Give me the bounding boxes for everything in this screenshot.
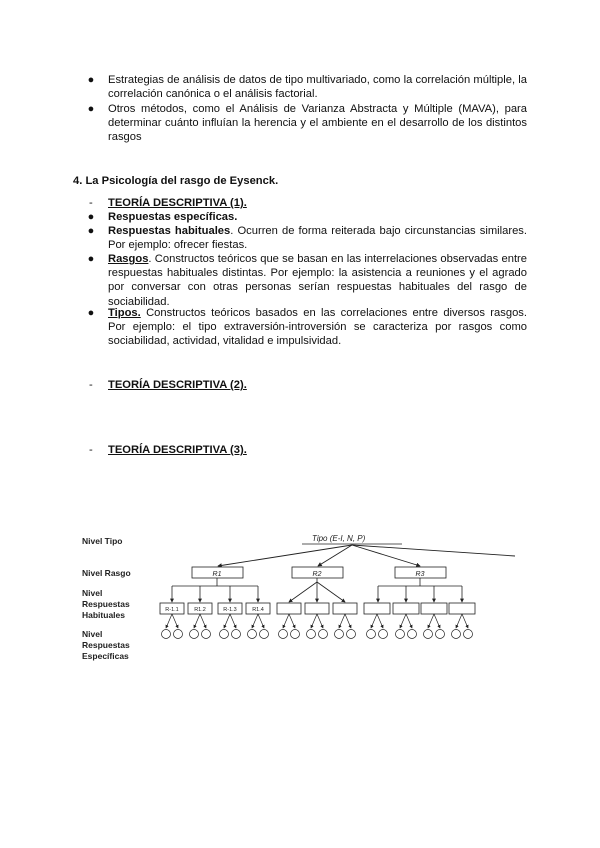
specific-response-arrow [224,614,230,628]
specific-response-arrow [400,614,406,628]
rasgo-label-1: R1 [212,571,222,578]
teoria-2-title: TEORÍA DESCRIPTIVA (2). [108,379,247,391]
specific-response-node [174,630,183,639]
specific-response-arrow [194,614,200,628]
dash-marker: - [89,197,93,209]
specific-response-arrow [172,614,178,628]
specific-response-arrow [252,614,258,628]
specific-response-arrow [434,614,440,628]
specific-response-node [436,630,445,639]
specific-response-node [202,630,211,639]
specific-response-node [408,630,417,639]
teoria-3-title: TEORÍA DESCRIPTIVA (3). [108,444,247,456]
term: Respuestas habituales [108,225,231,237]
specific-response-arrow [339,614,345,628]
habitual-label-2: R1.2 [194,607,206,613]
specific-response-node [379,630,388,639]
term: Tipos. [108,307,141,319]
specific-response-node [190,630,199,639]
term: Respuestas específicas. [108,211,238,223]
specific-response-node [279,630,288,639]
bullet-marker: ● [87,253,95,265]
rasgo-label-2: R2 [312,571,322,578]
bullet-marker: ● [87,103,95,115]
teoria-1-title: TEORÍA DESCRIPTIVA (1). [108,197,247,209]
specific-response-node [367,630,376,639]
level-label-especificas-2: Respuestas [82,640,130,650]
specific-response-arrow [166,614,172,628]
definition: . Ocurren de forma reiterada bajo circunstancias similares. Por ejemplo: ofrecer fiestas. [108,225,527,252]
bullet-item-mava: Otros métodos, como el Análisis de Varianza Abstracta y Múltiple (MAVA), para determinar cuánto influían la herencia y el ambiente en el desarrollo de los distintos rasgos [108,103,527,144]
level-label-habituales-1: Nivel [82,588,103,598]
specific-response-arrow [200,614,206,628]
level-label-rasgo: Nivel Rasgo [82,568,131,578]
specific-response-node [220,630,229,639]
specific-response-arrow [317,614,323,628]
specific-response-node [464,630,473,639]
level-label-habituales-2: Respuestas [82,599,130,609]
dash-marker: - [89,379,93,391]
specific-response-arrow [406,614,412,628]
specific-response-node [347,630,356,639]
specific-response-arrow [230,614,236,628]
specific-response-node [335,630,344,639]
level-label-especificas-1: Nivel [82,629,103,639]
rasgo-label-3: R3 [415,571,425,578]
habitual-label-1: R-1.1 [165,607,179,613]
specific-response-arrow [371,614,377,628]
section-heading: 4. La Psicología del rasgo de Eysenck. [73,175,279,187]
level-label-habituales-3: Habituales [82,610,125,620]
specific-response-node [260,630,269,639]
specific-response-node [396,630,405,639]
specific-response-node [162,630,171,639]
habitual-label-3: R-1.3 [223,607,237,613]
specific-response-arrow [377,614,383,628]
specific-response-node [248,630,257,639]
specific-response-node [319,630,328,639]
habitual-label-4: R1.4 [252,607,264,613]
dash-marker: - [89,444,93,456]
specific-response-node [452,630,461,639]
bullet-marker: ● [87,74,95,86]
bullet-marker: ● [87,307,95,319]
specific-response-node [232,630,241,639]
specific-response-arrow [456,614,462,628]
level-label-tipo: Nivel Tipo [82,536,123,546]
specific-response-arrow [258,614,264,628]
specific-response-arrow [462,614,468,628]
specific-response-arrow [311,614,317,628]
top-node-tipo: Tipo (E-I, N, P) [312,534,366,543]
definition: . Constructos teóricos que se basan en las interrelaciones observadas entre respuestas habituales distintas. Por ejemplo: la asistencia a reuniones y el agrado por conversar con otras personas serían respuestas habituales del rasgo de sociabilidad. [108,253,527,308]
term: Rasgos [108,253,149,265]
bullet-marker: ● [87,211,95,223]
bullet-item-multivariate: Estrategias de análisis de datos de tipo multivariado, como la correlación múltiple, la correlación canónica o el análisis factorial. [108,74,527,101]
level-label-especificas-3: Específicas [82,651,129,661]
specific-response-node [291,630,300,639]
specific-response-node [307,630,316,639]
specific-response-node [424,630,433,639]
bullet-marker: ● [87,225,95,237]
specific-response-arrow [345,614,351,628]
specific-response-arrow [283,614,289,628]
specific-response-arrow [289,614,295,628]
definition: Constructos teóricos basados en las correlaciones entre diversos rasgos. Por ejemplo: el tipo extraversión-introversión se caracteriza por rasgos como sociabilidad, actividad, vitalidad e impulsividad. [108,307,527,348]
specific-response-arrow [428,614,434,628]
